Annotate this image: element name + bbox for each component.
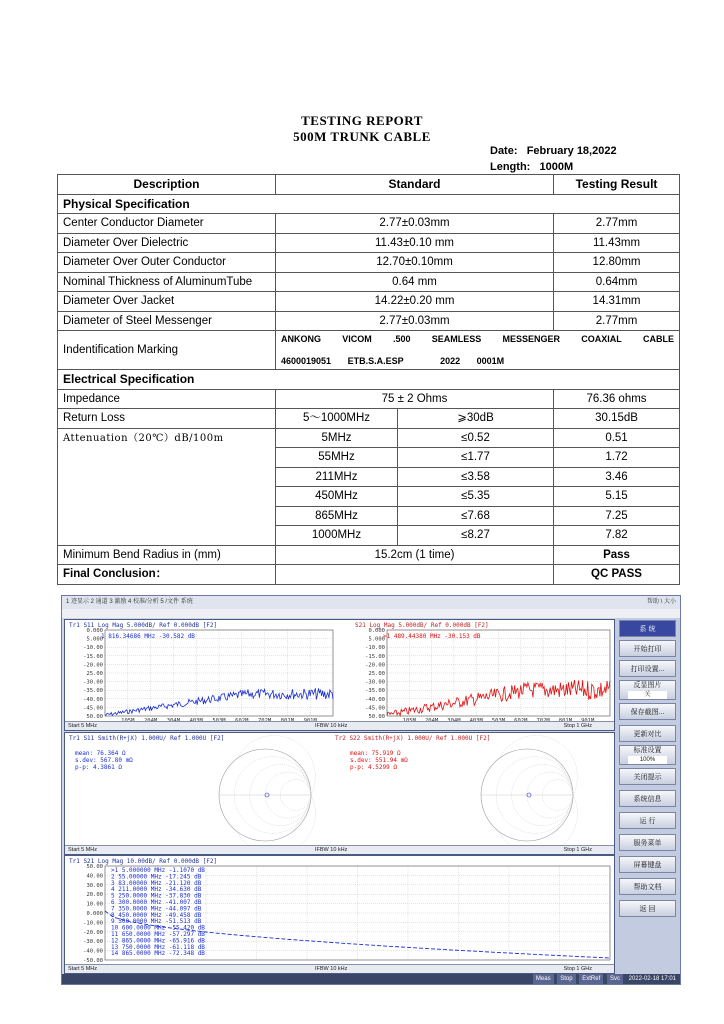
- smith-chart-1: [219, 735, 315, 854]
- softkey-panel: [615, 618, 680, 974]
- marker-entry: 11 650.0000 MHz -57.297 dB: [111, 931, 205, 938]
- att-std: ≤0.52: [398, 428, 554, 448]
- setup-percent: 100%: [628, 756, 667, 764]
- y-tick-label: -20.00: [83, 662, 103, 669]
- table-row: [58, 292, 680, 312]
- bend-std: 15.2cm (1 time): [276, 545, 554, 565]
- row-std: 2.77±0.03mm: [276, 214, 554, 234]
- ch1-header: Tr1 S11 Log Mag 5.000dB/ Ref 0.000dB [F2]: [69, 622, 218, 629]
- marker-entry: 13 750.0000 MHz -61.118 dB: [111, 943, 205, 951]
- return-loss-row: [58, 409, 680, 429]
- vna-status-bar: [62, 974, 680, 984]
- status-svc: Svc: [607, 974, 623, 984]
- softkey-update[interactable]: 更新对比: [619, 725, 676, 742]
- status-stop: Stop: [557, 974, 575, 984]
- date-label: Date:: [490, 145, 518, 157]
- marker-entry: 2 55.00000 MHz -17.245 dB: [111, 873, 202, 881]
- s21-header: Tr1 S21 Log Mag 10.00dB/ Ref 0.000dB [F2]: [69, 858, 218, 865]
- smith-reactance-arc: [293, 795, 311, 832]
- smith-reactance-arc: [265, 749, 311, 795]
- row-result: 0.64mm: [554, 272, 680, 292]
- row-desc: Diameter Over Outer Conductor: [58, 253, 276, 273]
- y-tick-label: 25.00: [86, 671, 103, 677]
- y-tick-label: 50.00: [368, 714, 385, 720]
- y-tick-label: 20.00: [86, 892, 103, 899]
- length-line: [490, 161, 573, 173]
- vna-menubar: [62, 596, 680, 609]
- smith-reactance-arc: [499, 735, 577, 795]
- row-desc: Nominal Thickness of AluminumTube: [58, 272, 276, 292]
- stop-freq: Stop 1 GHz: [563, 847, 592, 853]
- bend-radius-row: [58, 545, 680, 565]
- att-std: ≤1.77: [398, 448, 554, 468]
- invert-state: 关: [628, 691, 667, 699]
- marker-entry: 7 350.0000 MHz -44.097 dB: [111, 905, 202, 913]
- softkey-return[interactable]: 返 回: [619, 900, 676, 917]
- ch2-header: S21 Log Mag 5.000dB/ Ref 0.000dB [F2]: [355, 622, 489, 629]
- att-std: ≤3.58: [398, 467, 554, 487]
- attenuation-label: Attenuation（20℃）dB/100m: [58, 428, 276, 545]
- smith1-sdev: s.dev: 567.80 mΩ: [75, 757, 133, 764]
- smith-reactance-arc: [237, 735, 315, 795]
- return-loss-result: 30.15dB: [554, 409, 680, 429]
- bend-result: Pass: [554, 545, 680, 565]
- marker-entry: >1 5.000000 MHz -1.1070 dB: [111, 867, 205, 874]
- col-standard: Standard: [276, 175, 554, 195]
- att-freq: 1000MHz: [276, 526, 398, 546]
- section-title: Electrical Specification: [58, 370, 680, 390]
- att-result: 5.15: [554, 487, 680, 507]
- y-tick-label: 0.000: [86, 911, 103, 917]
- softkey-print[interactable]: 开始打印: [619, 640, 676, 657]
- softkey-invert-image[interactable]: 反显图片 关: [619, 680, 676, 700]
- network-analyzer-screenshot: [61, 595, 681, 985]
- start-freq: Start 5 MHz: [68, 723, 98, 729]
- col-description: Description: [58, 175, 276, 195]
- softkey-service-menu[interactable]: 服务菜单: [619, 834, 676, 851]
- table-row: [58, 233, 680, 253]
- y-tick-label: -35.00: [365, 688, 385, 695]
- y-tick-label: -10.00: [365, 645, 385, 652]
- smith2-pp: p-p: 4.5299 Ω: [350, 764, 397, 771]
- y-tick-label: -45.00: [83, 705, 103, 712]
- y-tick-label: 5.000: [86, 636, 103, 643]
- marker-list: [111, 867, 205, 957]
- y-tick-label: -30.00: [83, 939, 103, 946]
- conclusion-empty: [276, 565, 554, 585]
- panel2-footer: [65, 845, 614, 854]
- softkey-run[interactable]: 运 行: [619, 812, 676, 829]
- y-tick-label: -40.00: [83, 948, 103, 955]
- softkey-system[interactable]: 系 统: [619, 620, 676, 637]
- att-result: 3.46: [554, 467, 680, 487]
- row-desc: Diameter Over Dielectric: [58, 233, 276, 253]
- conclusion-row: [58, 565, 680, 585]
- y-tick-label: -30.00: [365, 679, 385, 686]
- y-tick-label: 30.00: [86, 882, 103, 889]
- y-tick-label: 5.000: [368, 636, 385, 643]
- start-freq: Start 5 MHz: [68, 847, 98, 853]
- att-freq: 5MHz: [276, 428, 398, 448]
- row-result: 2.77mm: [554, 214, 680, 234]
- y-tick-label: 25.00: [368, 671, 385, 677]
- smith-chart-2: [481, 735, 577, 854]
- panel1-footer: [65, 721, 614, 730]
- marker-entry: 12 865.0000 MHz -65.916 dB: [111, 937, 205, 945]
- softkey-keyboard[interactable]: 屏幕键盘: [619, 856, 676, 873]
- table-row: [58, 272, 680, 292]
- marker-entry: 3 83.00000 MHz -21.120 dB: [111, 879, 202, 887]
- panel3-footer: [65, 964, 614, 973]
- conclusion-label: Final Conclusion：: [58, 565, 276, 585]
- vna-menu[interactable]: 1 迹显示 2 通道 3 激励 4 校准/分析 5 /文件 系统: [66, 599, 193, 605]
- marker-entry: 14 865.0000 MHz -72.348 dB: [111, 950, 205, 958]
- att-std: ≤5.35: [398, 487, 554, 507]
- att-freq: 450MHz: [276, 487, 398, 507]
- vna-panel-logmag: [64, 619, 615, 731]
- ifbw: IFBW 10 kHz: [315, 723, 348, 729]
- status-extref: ExtRef: [579, 974, 603, 984]
- marking-label: Indentification Marking: [58, 331, 276, 370]
- impedance-result: 76.36 ohms: [554, 389, 680, 409]
- s21-plot: [65, 856, 614, 973]
- status-meas: Meas: [533, 974, 554, 984]
- spec-table: [57, 174, 680, 585]
- marking-row: [58, 331, 680, 370]
- y-tick-label: -30.00: [83, 679, 103, 686]
- impedance-row: [58, 389, 680, 409]
- ifbw: IFBW 10 kHz: [315, 847, 348, 853]
- smith2-header: Tr2 S22 Smith(R+jX) 1.000U/ Ref 1.000U [F2]: [335, 735, 491, 742]
- y-tick-label: -40.00: [83, 696, 103, 703]
- vna-panel-smith: [64, 732, 615, 855]
- marker-entry: 4 211.0000 MHz -34.630 dB: [111, 886, 202, 894]
- att-std: ≤7.68: [398, 506, 554, 526]
- report-title: TESTING REPORT: [301, 113, 423, 128]
- length-value: 1000M: [539, 161, 574, 173]
- row-std: 0.64 mm: [276, 272, 554, 292]
- row-desc: Diameter Over Jacket: [58, 292, 276, 312]
- section-physical: [58, 194, 680, 214]
- row-result: 11.43mm: [554, 233, 680, 253]
- softkey-print-setup[interactable]: 打印设置...: [619, 660, 676, 677]
- smith-charts: [65, 733, 614, 854]
- marking-line-1: ANKONG VICOM .500 SEAMLESS MESSENGER COAXIAL CABLE: [281, 334, 674, 344]
- marker-entry: 8 450.0000 MHz -49.458 dB: [111, 911, 202, 919]
- stop-freq: Stop 1 GHz: [563, 966, 592, 972]
- vna-help[interactable]: 帮助 \ 大小: [646, 599, 676, 605]
- impedance-std: 75 ± 2 Ohms: [276, 389, 554, 409]
- return-loss-freq: 5～1000MHz: [276, 409, 398, 429]
- marking-line-2: 4600019051 ETB.S.A.ESP 2022 0001M: [281, 356, 505, 366]
- y-tick-label: -40.00: [365, 696, 385, 703]
- table-row: [58, 214, 680, 234]
- row-result: 2.77mm: [554, 311, 680, 331]
- att-result: 1.72: [554, 448, 680, 468]
- att-result: 7.25: [554, 506, 680, 526]
- status-right: [531, 974, 676, 984]
- row-std: 2.77±0.03mm: [276, 311, 554, 331]
- att-freq: 865MHz: [276, 506, 398, 526]
- att-std: ≤8.27: [398, 526, 554, 546]
- smith1-pp: p-p: 4.3861 Ω: [75, 764, 122, 771]
- smith2-mean: mean: 75.919 Ω: [350, 750, 401, 757]
- impedance-label: Impedance: [58, 389, 276, 409]
- smith1-header: Tr1 S11 Smith(R+jX) 1.000U/ Ref 1.000U [F2]: [69, 735, 225, 742]
- softkey-standard-setup[interactable]: 标准设置 100%: [619, 745, 676, 765]
- marker-entry: 10 600.0000 MHz -55.420 dB: [111, 924, 205, 932]
- date-line: [490, 145, 617, 157]
- table-row: [58, 253, 680, 273]
- ch2-marker: >1 489.44380 MHz -30.153 dB: [383, 633, 481, 640]
- smith2-sdev: s.dev: 551.94 mΩ: [350, 757, 408, 764]
- row-std: 12.70±0.10mm: [276, 253, 554, 273]
- ifbw: IFBW 10 kHz: [315, 966, 348, 972]
- stop-freq: Stop 1 GHz: [563, 723, 592, 729]
- start-freq: Start 5 MHz: [68, 966, 98, 972]
- row-desc: Diameter of Steel Messenger: [58, 311, 276, 331]
- y-tick-label: -20.00: [365, 662, 385, 669]
- softkey-system-info[interactable]: 系统信息: [619, 790, 676, 807]
- report-subtitle: 500M TRUNK CABLE: [293, 129, 431, 144]
- marker-entry: 9 500.0000 MHz -51.513 dB: [111, 918, 202, 926]
- softkey-help[interactable]: 帮助文档: [619, 878, 676, 895]
- smith1-mean: mean: 76.364 Ω: [75, 750, 126, 757]
- y-tick-label: 0.000: [86, 628, 103, 634]
- bend-label: Minimum Bend Radius in (mm): [58, 545, 276, 565]
- length-label: Length:: [490, 161, 531, 173]
- y-tick-label: -10.00: [83, 645, 103, 652]
- vna-toolbar: [62, 609, 680, 618]
- smith-reactance-arc: [527, 795, 573, 841]
- att-result: 0.51: [554, 428, 680, 448]
- att-freq: 211MHz: [276, 467, 398, 487]
- smith-reactance-arc: [555, 795, 573, 832]
- row-result: 14.31mm: [554, 292, 680, 312]
- att-result: 7.82: [554, 526, 680, 546]
- softkey-close-tips[interactable]: 关闭提示: [619, 768, 676, 785]
- y-tick-label: -15.00: [365, 653, 385, 660]
- status-time: 2022-02-18 17:01: [628, 976, 676, 982]
- return-loss-std: ⩾30dB: [398, 409, 554, 429]
- vna-panel-s21: [64, 855, 615, 974]
- smith-reactance-arc: [527, 749, 573, 795]
- marker-entry: 6 300.0000 MHz -41.007 dB: [111, 899, 202, 906]
- smith-reactance-arc: [265, 795, 311, 841]
- marking-text: [276, 331, 680, 370]
- return-loss-label: Return Loss: [58, 409, 276, 429]
- y-tick-label: -45.00: [365, 705, 385, 712]
- row-result: 12.80mm: [554, 253, 680, 273]
- y-tick-label: -15.00: [83, 653, 103, 660]
- section-electrical: [58, 370, 680, 390]
- y-tick-label: 40.00: [86, 873, 103, 880]
- y-tick-label: -20.00: [83, 929, 103, 936]
- marker-entry: 5 250.0000 MHz -37.830 dB: [111, 892, 202, 900]
- y-tick-label: 0.000: [368, 628, 385, 634]
- y-tick-label: 50.00: [86, 864, 103, 870]
- att-freq: 55MHz: [276, 448, 398, 468]
- y-tick-label: -10.00: [83, 920, 103, 927]
- row-std: 14.22±0.20 mm: [276, 292, 554, 312]
- softkey-save-screenshot[interactable]: 保存截图...: [619, 703, 676, 720]
- ch1-marker: 1 816.34686 MHz -30.582 dB: [101, 633, 195, 640]
- y-tick-label: 50.00: [86, 714, 103, 720]
- section-title: Physical Specification: [58, 194, 680, 214]
- table-header-row: [58, 175, 680, 195]
- date-value: February 18,2022: [526, 145, 617, 157]
- y-tick-label: -35.00: [83, 688, 103, 695]
- y-tick-label: 10.00: [86, 901, 103, 908]
- conclusion-result: QC PASS: [554, 565, 680, 585]
- row-desc: Center Conductor Diameter: [58, 214, 276, 234]
- col-result: Testing Result: [554, 175, 680, 195]
- logmag-traces: [65, 620, 614, 730]
- attenuation-row: [58, 428, 680, 448]
- table-row: [58, 311, 680, 331]
- row-std: 11.43±0.10 mm: [276, 233, 554, 253]
- y-tick-label: -50.00: [83, 958, 103, 964]
